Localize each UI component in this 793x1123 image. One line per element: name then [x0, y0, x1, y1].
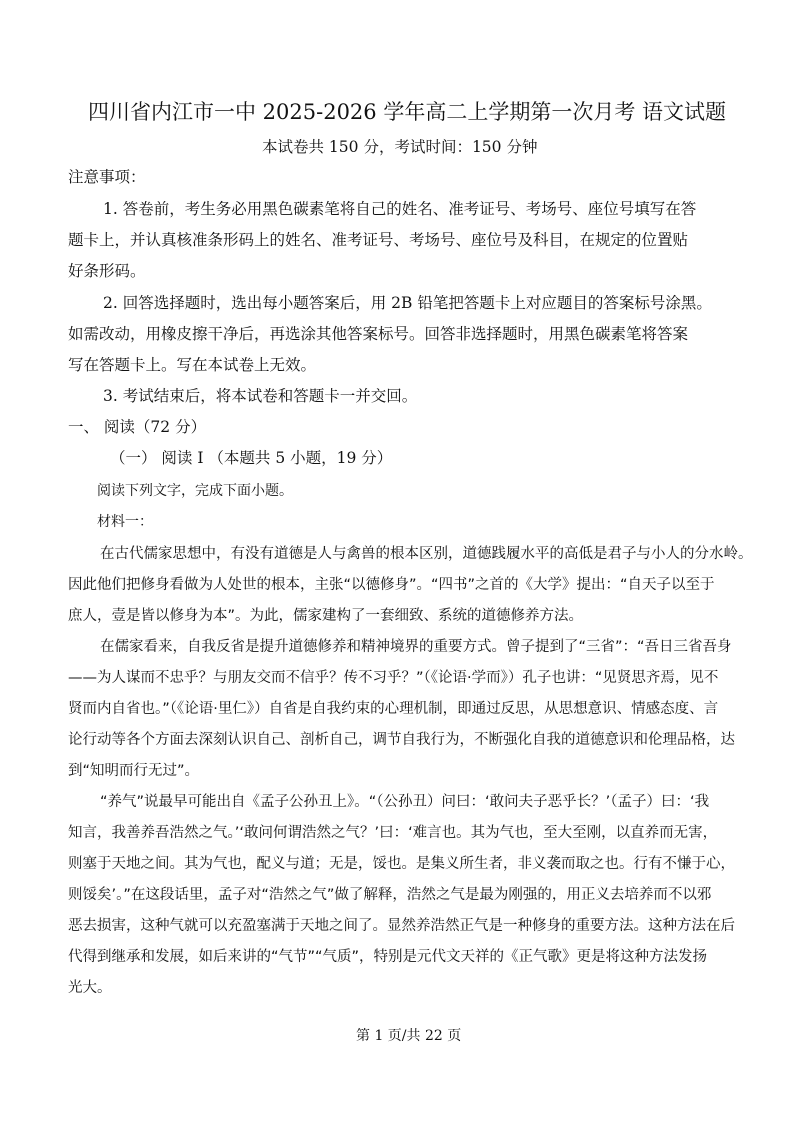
notice-line: 写在答题卡上。写在本试卷上无效。 — [68, 356, 317, 374]
exam-info: 本试卷共 150 分，考试时间：150 分钟 — [262, 138, 538, 156]
passage-line: 代得到继承和发展，如后来讲的“气节”“气质”，特别是元代文天祥的《正气歌》更是将这种方法发扬 — [68, 949, 708, 965]
passage-line: 在古代儒家思想中，有没有道德是人与禽兽的根本区别，道德践履水平的高低是君子与小人的分水岭。 — [100, 546, 753, 562]
passage-line: “养气”说最早可能出自《孟子公孙丑上》。“（公孙丑）问曰：‘敢问夫子恶乎长？’（孟子）曰：‘我 — [100, 794, 710, 810]
notice-line: 好条形码。 — [68, 262, 146, 280]
notice-line: 1. 答卷前，考生务必用黑色碳素笔将自己的姓名、准考证号、考场号、座位号填写在答 — [103, 200, 697, 218]
notice-line: 题卡上，并认真核准条形码上的姓名、准考证号、考场号、座位号及科目，在规定的位置贴 — [68, 231, 689, 249]
passage-line: 在儒家看来，自我反省是提升道德修养和精神境界的重要方式。曾子提到了“三省”：“吾日三省吾身 — [100, 639, 732, 655]
passage-line: 到“知明而行无过”。 — [68, 763, 200, 779]
notice-heading: 注意事项： — [68, 168, 146, 186]
passage-line: 则馁矣’。”在这段话里，孟子对“浩然之气”做了解释，浩然之气是最为刚强的，用正义去培养而不以邪 — [68, 887, 712, 903]
material-label: 材料一： — [97, 514, 153, 530]
passage-line: 知言，我善养吾浩然之气。’‘敢问何谓浩然之气？’曰：‘难言也。其为气也，至大至刚，以直养而无害， — [68, 825, 718, 841]
passage-line: 恶去损害，这种气就可以充盈塞满于天地之间了。显然养浩然正气是一种修身的重要方法。这种方法在后 — [68, 918, 735, 934]
notice-line: 如需改动，用橡皮擦干净后，再选涂其他答案标号。回答非选择题时，用黑色碳素笔将答案 — [68, 325, 689, 343]
passage-line: 庶人，壹是皆以修身为本”。为此，儒家建构了一套细致、系统的道德修养方法。 — [68, 608, 584, 624]
passage-line: 论行动等各个方面去深刻认识自己、剖析自己，调节自我行为，不断强化自我的道德意识和伦理品格，达 — [68, 732, 735, 748]
passage-line: ——为人谋而不忠乎？与朋友交而不信乎？传不习乎？”（《论语·学而》）孔子也讲：“见贤思齐焉，见不 — [68, 670, 719, 686]
page-number: 第 1 页/共 22 页 — [356, 1028, 462, 1044]
passage-line: 则塞于天地之间。其为气也，配义与道；无是，馁也。是集义所生者，非义袭而取之也。行有不慊于心， — [68, 856, 735, 872]
instruction-text: 阅读下列文字，完成下面小题。 — [97, 483, 293, 499]
page-title: 四川省内江市一中 2025-2026 学年高二上学期第一次月考 语文试题 — [88, 100, 727, 124]
passage-line: 光大。 — [68, 980, 112, 996]
passage-line: 因此他们把修身看做为人处世的根本，主张“以德修身”。“四书”之首的《大学》提出：“自天子以至于 — [68, 577, 715, 593]
notice-line: 2. 回答选择题时，选出每小题答案后，用 2B 铅笔把答题卡上对应题目的答案标号涂黑。 — [103, 294, 712, 312]
passage-line: 贤而内自省也。”（《论语·里仁》）自省是自我约束的心理机制，即通过反思，从思想意识、情感态度、言 — [68, 701, 719, 717]
section-heading: 一、 阅读（72 分） — [68, 418, 207, 436]
notice-line: 3. 考试结束后，将本试卷和答题卡一并交回。 — [103, 387, 418, 405]
section-subheading: （一） 阅读 I （本题共 5 小题，19 分） — [110, 449, 393, 467]
